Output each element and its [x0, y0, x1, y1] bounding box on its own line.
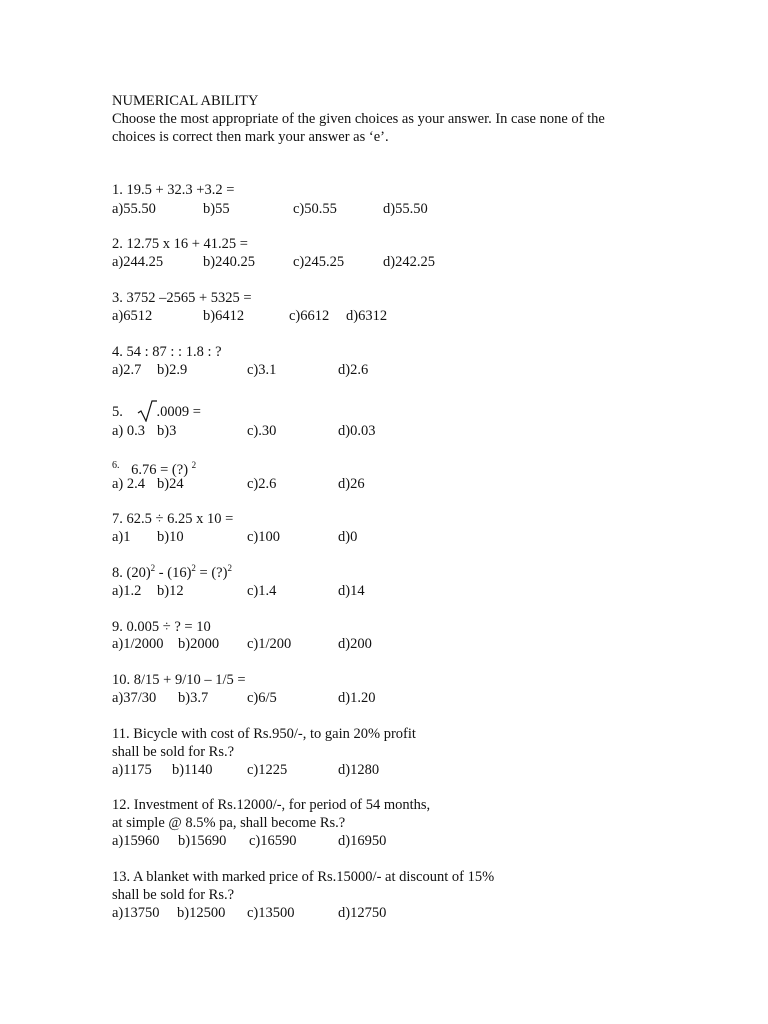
q5-option-c: c).30: [247, 423, 277, 439]
square-root-icon: [137, 400, 157, 422]
question-12-line-1: 12. Investment of Rs.12000/-, for period of 54 months,: [112, 797, 431, 813]
q3-option-c: c)6612: [289, 308, 330, 324]
instructions-line-2: choices is correct then mark your answer as ‘e’.: [112, 129, 389, 145]
question-8-exponent-3: 2: [227, 563, 232, 573]
question-13-line-2: shall be sold for Rs.?: [112, 887, 235, 903]
question-11-line-2: shall be sold for Rs.?: [112, 744, 235, 760]
q12-option-b: b)15690: [178, 833, 227, 849]
q9-option-b: b)2000: [178, 636, 220, 652]
q3-option-d: d)6312: [346, 308, 388, 324]
question-2: 2. 12.75 x 16 + 41.25 =: [112, 236, 248, 252]
q2-option-b: b)240.25: [203, 254, 255, 270]
q13-option-d: d)12750: [338, 905, 387, 921]
q1-option-c: c)50.55: [293, 201, 337, 217]
question-7: 7. 62.5 ÷ 6.25 x 10 =: [112, 511, 234, 527]
question-6-exponent: 2: [191, 460, 197, 470]
q4-option-d: d)2.6: [338, 362, 369, 378]
q6-option-d: d)26: [338, 476, 365, 492]
q10-option-b: b)3.7: [178, 690, 209, 706]
q7-option-c: c)100: [247, 529, 281, 545]
question-5-number: 5.: [112, 404, 123, 420]
q11-option-c: c)1225: [247, 762, 288, 778]
q11-option-d: d)1280: [338, 762, 380, 778]
question-12-line-2: at simple @ 8.5% pa, shall become Rs.?: [112, 815, 346, 831]
q10-option-c: c)6/5: [247, 690, 277, 706]
q1-option-d: d)55.50: [383, 201, 428, 217]
q11-option-b: b)1140: [172, 762, 213, 778]
q4-option-c: c)3.1: [247, 362, 277, 378]
q8-option-a: a)1.2: [112, 583, 142, 599]
question-10: 10. 8/15 + 9/10 – 1/5 =: [112, 672, 246, 688]
q7-option-b: b)10: [157, 529, 184, 545]
question-6-number: 6.: [112, 460, 120, 471]
q2-option-d: d)242.25: [383, 254, 435, 270]
q13-option-c: c)13500: [247, 905, 295, 921]
q6-option-b: b)24: [157, 476, 184, 492]
question-8-exponent-2: 2: [191, 563, 196, 573]
q7-option-d: d)0: [338, 529, 358, 545]
q10-option-a: a)37/30: [112, 690, 157, 706]
q6-option-a: a) 2.4: [112, 476, 146, 492]
q2-option-a: a)244.25: [112, 254, 164, 270]
q12-option-c: c)16590: [249, 833, 297, 849]
question-8-exponent-1: 2: [150, 563, 156, 573]
question-8-part-3: = (?): [195, 565, 228, 581]
q11-option-a: a)1175: [112, 762, 152, 778]
question-5-expression: .0009 =: [156, 404, 201, 420]
q5-option-b: b)3: [157, 423, 177, 439]
question-3: 3. 3752 –2565 + 5325 =: [112, 290, 252, 306]
question-6-expression: 6.76 = (?): [131, 462, 189, 478]
q10-option-d: d)1.20: [338, 690, 376, 706]
q2-option-c: c)245.25: [293, 254, 345, 270]
q9-option-d: d)200: [338, 636, 372, 652]
question-8: [112, 564, 232, 582]
q6-option-c: c)2.6: [247, 476, 277, 492]
q5-option-a: a) 0.3: [112, 423, 146, 439]
q4-option-a: a)2.7: [112, 362, 142, 378]
q3-option-a: a)6512: [112, 308, 153, 324]
q13-option-a: a)13750: [112, 905, 160, 921]
question-13-line-1: 13. A blanket with marked price of Rs.15000/- at discount of 15%: [112, 869, 495, 885]
q4-option-b: b)2.9: [157, 362, 188, 378]
q7-option-a: a)1: [112, 529, 131, 545]
q5-option-d: d)0.03: [338, 423, 376, 439]
q8-option-c: c)1.4: [247, 583, 277, 599]
q8-option-b: b)12: [157, 583, 184, 599]
q12-option-a: a)15960: [112, 833, 160, 849]
q12-option-d: d)16950: [338, 833, 387, 849]
question-11-line-1: 11. Bicycle with cost of Rs.950/-, to gain 20% profit: [112, 726, 416, 742]
question-8-part-2: - (16): [155, 565, 192, 581]
q3-option-b: b)6412: [203, 308, 245, 324]
instructions-line-1: Choose the most appropriate of the given choices as your answer. In case none of the: [112, 111, 605, 127]
q9-option-a: a)1/2000: [112, 636, 164, 652]
q13-option-b: b)12500: [177, 905, 226, 921]
question-9: 9. 0.005 ÷ ? = 10: [112, 619, 211, 635]
q1-option-b: b)55: [203, 201, 230, 217]
q9-option-c: c)1/200: [247, 636, 292, 652]
question-1: 1. 19.5 + 32.3 +3.2 =: [112, 182, 235, 198]
question-8-part-1: 8. (20): [112, 565, 151, 581]
page-title: NUMERICAL ABILITY: [112, 93, 259, 109]
q1-option-a: a)55.50: [112, 201, 156, 217]
q8-option-d: d)14: [338, 583, 365, 599]
question-4: 4. 54 : 87 : : 1.8 : ?: [112, 344, 222, 360]
question-5: [112, 400, 201, 422]
